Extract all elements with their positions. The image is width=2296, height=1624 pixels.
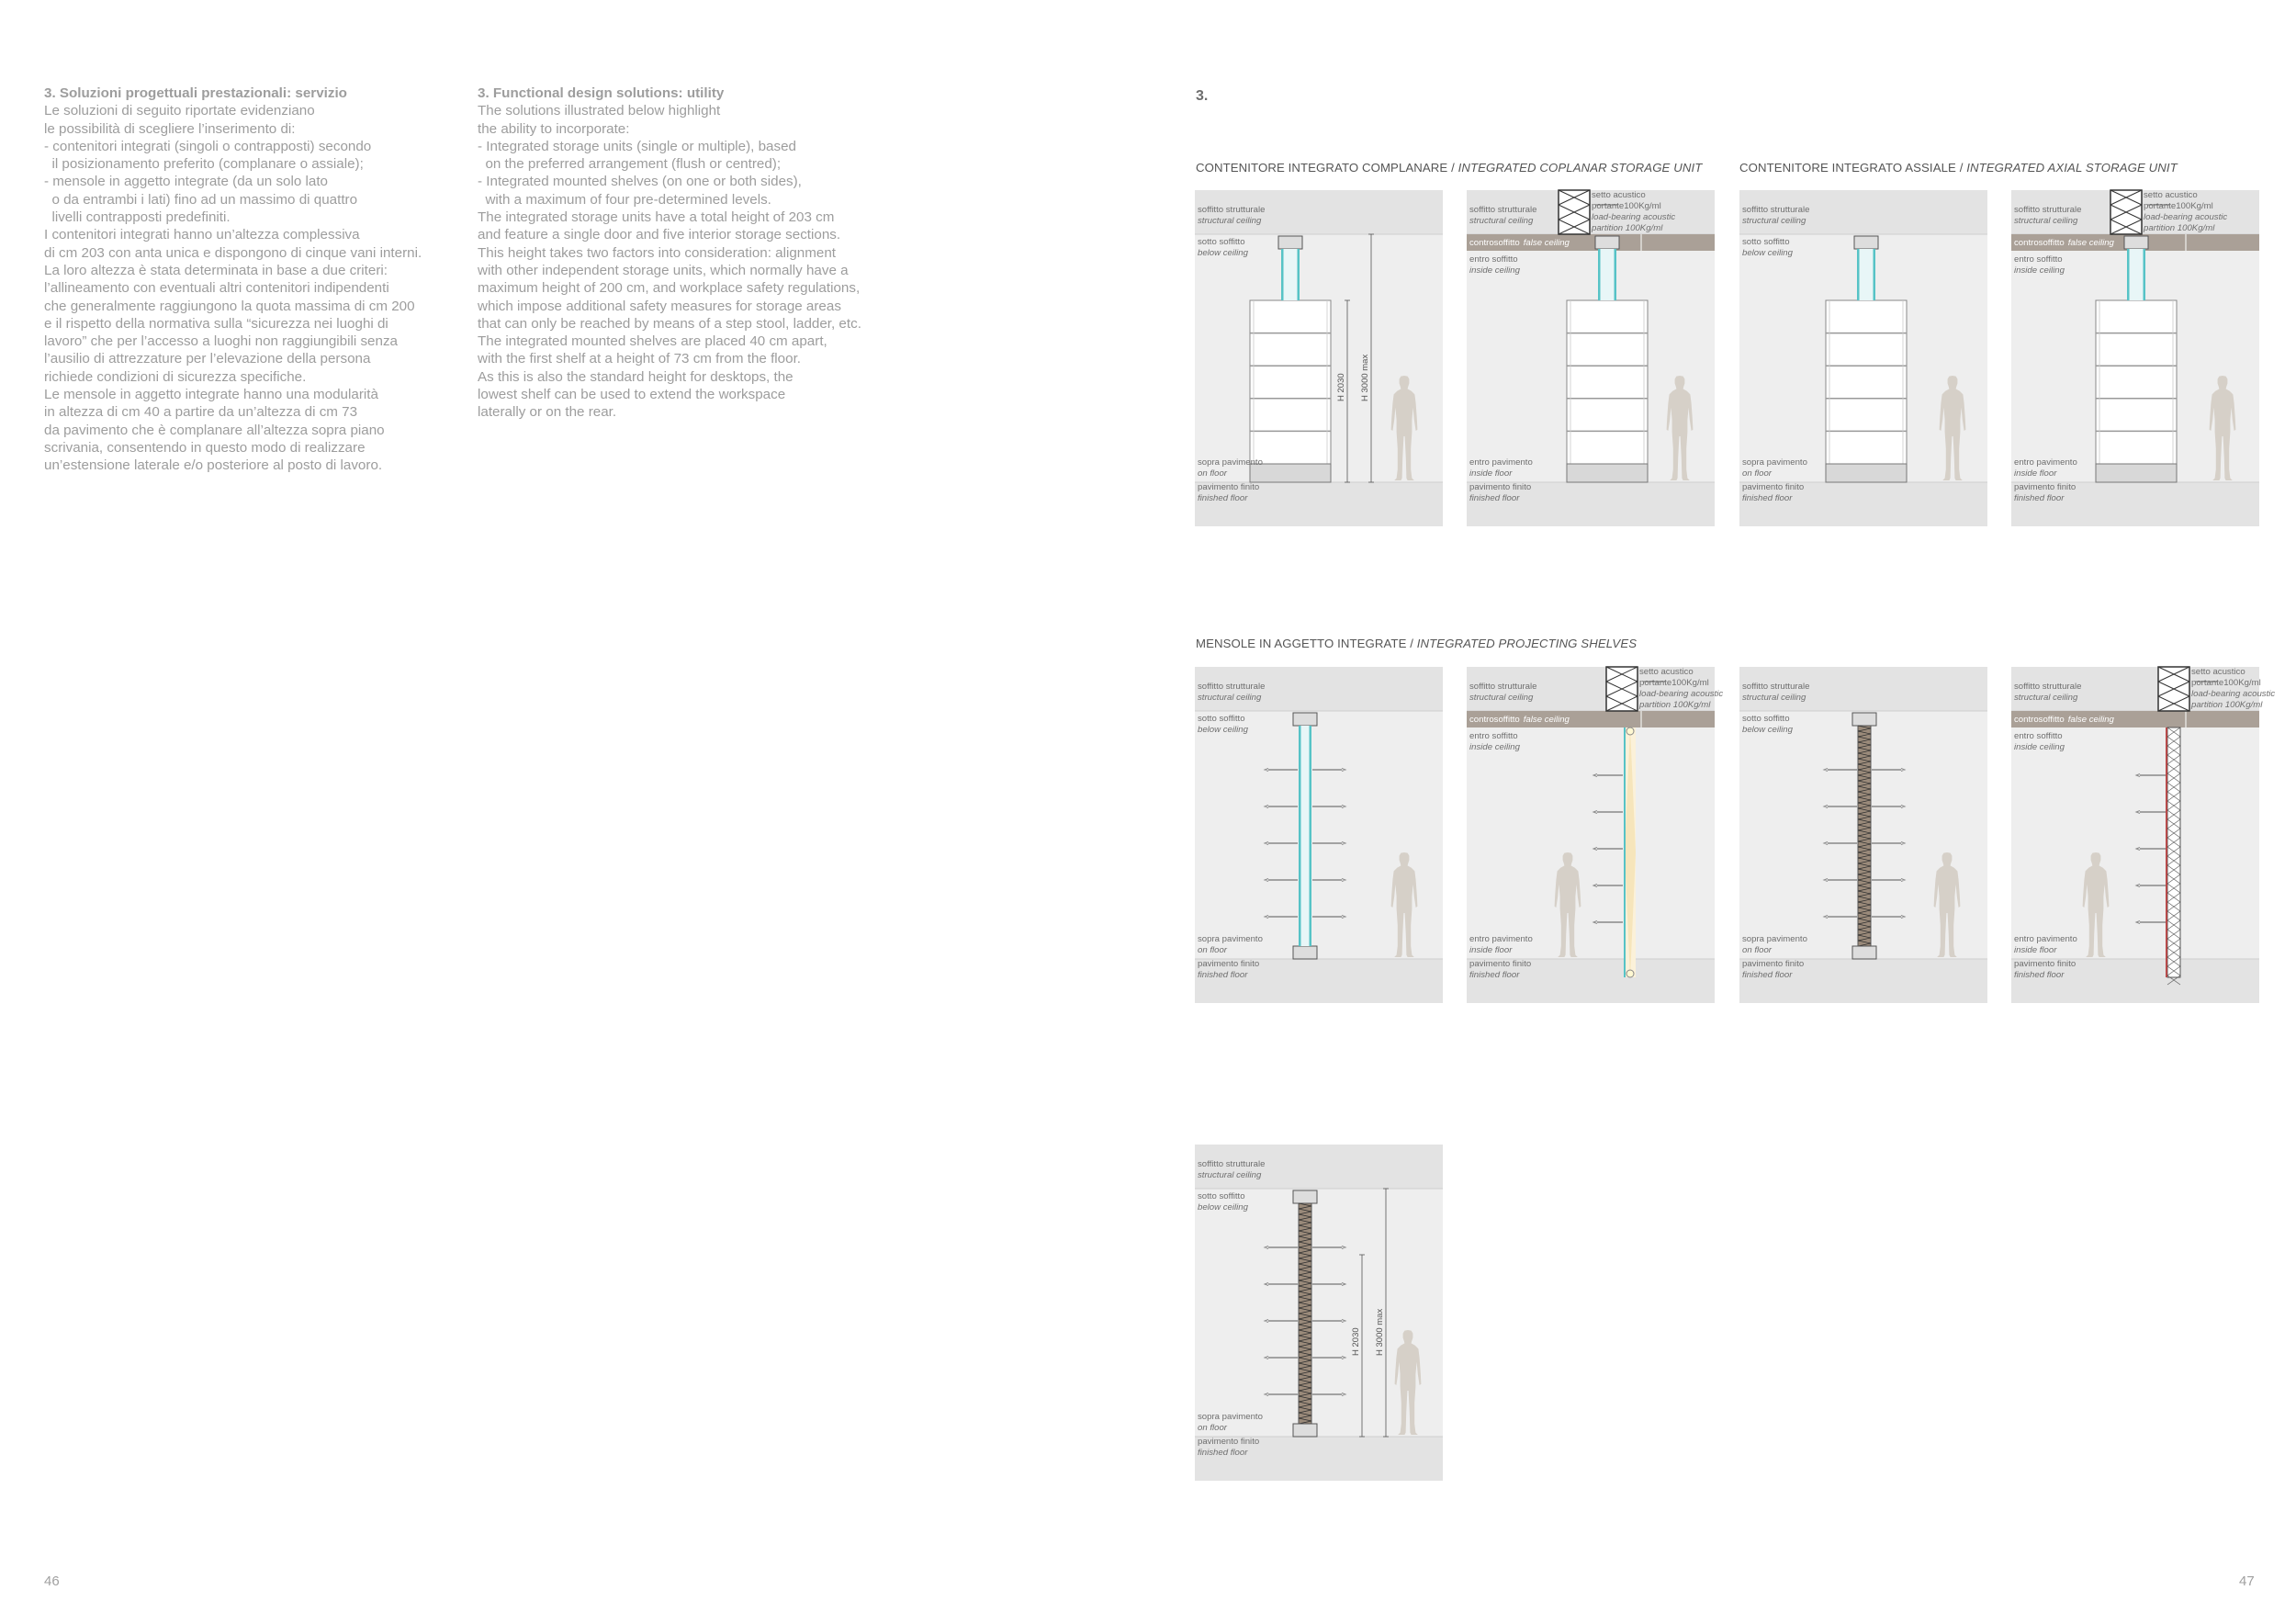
body-line: livelli contrapposti predefiniti. xyxy=(44,209,231,226)
body-line: scrivania, consentendo in questo modo di realizzare xyxy=(44,439,366,456)
label-on-floor xyxy=(1198,1412,1263,1434)
label-finished-floor xyxy=(2014,482,2076,504)
body-line: - contenitori integrati (singoli o contrapposti) secondo xyxy=(44,138,372,154)
label-structural-ceiling-it: soffitto strutturale xyxy=(1742,205,1810,215)
label-on-floor xyxy=(1198,934,1263,956)
label-below-ceiling-it: sotto soffitto xyxy=(1198,714,1245,724)
label-below-ceiling-it: sotto soffitto xyxy=(1198,237,1245,247)
italian-body xyxy=(44,102,476,474)
body-line: un’estensione laterale e/o posteriore al posto di lavoro. xyxy=(44,457,383,474)
label-finished-floor-it: pavimento finito xyxy=(1198,959,1260,969)
label-finished-floor-it: pavimento finito xyxy=(2014,482,2077,492)
label-acoustic-partition-it: portante100Kg/ml xyxy=(2144,201,2213,211)
label-inside-ceiling xyxy=(2014,254,2065,276)
label-inside-floor-it: entro pavimento xyxy=(2014,457,2077,468)
section-title-shelves: MENSOLE IN AGGETTO INTEGRATE / INTEGRATED PROJECTING SHELVES xyxy=(1196,637,1638,650)
dimension-max-height: H 3000 max xyxy=(1360,354,1370,401)
label-below-ceiling-en: below ceiling xyxy=(1198,1202,1248,1212)
label-on-floor-it: sopra pavimento xyxy=(1742,934,1807,944)
label-inside-ceiling-it: entro soffitto xyxy=(2014,731,2063,741)
label-acoustic-partition-it: setto acustico xyxy=(1592,190,1646,200)
acoustic-partition xyxy=(2158,667,2189,711)
body-line: that can only be reached by means of a step stool, ladder, etc. xyxy=(478,315,861,332)
label-structural-ceiling-it: soffitto strutturale xyxy=(1198,682,1266,692)
dimension-unit-height: H 2030 xyxy=(1351,1327,1361,1356)
label-finished-floor xyxy=(1198,1437,1259,1459)
label-acoustic-partition-it: portante100Kg/ml xyxy=(2191,678,2261,688)
label-structural-ceiling-it: soffitto strutturale xyxy=(1198,1159,1266,1169)
body-line: il posizionamento preferito (complanare o assiale); xyxy=(44,156,364,173)
label-inside-ceiling xyxy=(1469,254,1520,276)
body-line: La loro altezza è stata determinata in base a due criteri: xyxy=(44,262,388,278)
label-structural-ceiling xyxy=(1742,205,1809,227)
label-on-floor-it: sopra pavimento xyxy=(1198,457,1263,468)
glass-partition xyxy=(2127,249,2145,300)
body-line: l’ausilio di attrezzature per l’elevazione della persona xyxy=(44,351,371,367)
label-below-ceiling xyxy=(1198,714,1248,736)
body-line: lavoro” che per l’accesso a luoghi non raggiungibili senza xyxy=(44,333,398,350)
label-finished-floor-en: finished floor xyxy=(1469,493,1520,503)
label-below-ceiling-it: sotto soffitto xyxy=(1742,237,1790,247)
label-finished-floor-it: pavimento finito xyxy=(2014,959,2077,969)
label-acoustic-partition xyxy=(2144,190,2227,234)
label-false-ceiling-en: false ceiling xyxy=(1523,238,1570,248)
label-below-ceiling xyxy=(1198,237,1248,259)
body-line: richiede condizioni di sicurezza specifiche. xyxy=(44,368,307,385)
english-body xyxy=(478,102,909,421)
label-structural-ceiling xyxy=(2014,682,2081,704)
label-finished-floor xyxy=(1198,959,1259,981)
label-acoustic-partition-it: portante100Kg/ml xyxy=(1639,678,1709,688)
label-structural-ceiling xyxy=(1198,205,1265,227)
body-line: which impose additional safety measures for storage areas xyxy=(478,298,841,314)
body-line: - mensole in aggetto integrate (da un solo lato xyxy=(44,174,329,190)
label-acoustic-partition-en: partition 100Kg/ml xyxy=(1639,700,1711,710)
body-line: - Integrated mounted shelves (on one or both sides), xyxy=(478,174,802,190)
body-line: l’allineamento con eventuali altri contenitori indipendenti xyxy=(44,280,389,297)
label-inside-ceiling-it: entro soffitto xyxy=(1469,254,1518,265)
body-line: - Integrated storage units (single or multiple), based xyxy=(478,138,796,154)
label-false-ceiling-en: false ceiling xyxy=(1523,715,1570,725)
label-finished-floor xyxy=(2014,959,2076,981)
glass-partition xyxy=(1857,249,1875,300)
label-finished-floor-en: finished floor xyxy=(1469,970,1520,980)
glass-partition xyxy=(1598,249,1616,300)
label-structural-ceiling xyxy=(1469,205,1536,227)
label-acoustic-partition-en: partition 100Kg/ml xyxy=(2144,223,2215,233)
label-finished-floor xyxy=(1469,482,1531,504)
label-inside-ceiling-it: entro soffitto xyxy=(1469,731,1518,741)
label-structural-ceiling-it: soffitto strutturale xyxy=(2014,205,2082,215)
label-on-floor-en: on floor xyxy=(1742,468,1772,479)
label-finished-floor-en: finished floor xyxy=(1198,970,1248,980)
label-finished-floor xyxy=(1469,959,1531,981)
diagram-coplanar-below-ceiling xyxy=(1195,190,1443,526)
label-inside-ceiling-en: inside ceiling xyxy=(2014,265,2065,276)
label-on-floor xyxy=(1742,457,1807,479)
label-finished-floor-en: finished floor xyxy=(1742,970,1793,980)
diagram-shelves-dimensioned xyxy=(1195,1145,1443,1481)
body-line: This height takes two factors into consideration: alignment xyxy=(478,244,837,261)
dimension-unit-height: H 2030 xyxy=(1336,373,1346,401)
label-structural-ceiling-en: structural ceiling xyxy=(1198,216,1262,226)
body-line: The integrated mounted shelves are placed 40 cm apart, xyxy=(478,333,827,350)
label-acoustic-partition-en: partition 100Kg/ml xyxy=(1592,223,1663,233)
label-below-ceiling-it: sotto soffitto xyxy=(1198,1191,1245,1201)
label-acoustic-partition-it: portante100Kg/ml xyxy=(1592,201,1661,211)
diagram-axial-inside-ceiling xyxy=(2011,190,2259,526)
section-title-coplanar: CONTENITORE INTEGRATO COMPLANARE / INTEGRATED COPLANAR STORAGE UNIT xyxy=(1196,161,1703,175)
label-acoustic-partition-en: load-bearing acoustic xyxy=(1639,689,1724,699)
body-line: the ability to incorporate: xyxy=(478,120,630,137)
label-on-floor-en: on floor xyxy=(1742,945,1772,955)
section-title-axial: CONTENITORE INTEGRATO ASSIALE / INTEGRATED AXIAL STORAGE UNIT xyxy=(1739,161,2178,175)
label-finished-floor-it: pavimento finito xyxy=(1742,959,1805,969)
page-number-right: 47 xyxy=(2239,1573,2255,1589)
label-structural-ceiling-it: soffitto strutturale xyxy=(1198,205,1266,215)
label-structural-ceiling-it: soffitto strutturale xyxy=(1469,682,1537,692)
label-inside-ceiling-it: entro soffitto xyxy=(2014,254,2063,265)
label-inside-floor-it: entro pavimento xyxy=(2014,934,2077,944)
label-on-floor-en: on floor xyxy=(1198,468,1227,479)
label-on-floor-it: sopra pavimento xyxy=(1198,934,1263,944)
label-structural-ceiling-en: structural ceiling xyxy=(1198,1170,1262,1180)
label-inside-ceiling-en: inside ceiling xyxy=(1469,742,1520,752)
label-false-ceiling xyxy=(1469,715,1570,726)
label-inside-floor-it: entro pavimento xyxy=(1469,934,1533,944)
body-line: le possibilità di scegliere l’inserimento di: xyxy=(44,120,296,137)
body-line: o da entrambi i lati) fino ad un massimo di quattro xyxy=(44,191,358,208)
body-line: maximum height of 200 cm, and workplace safety regulations, xyxy=(478,280,861,297)
body-line: The solutions illustrated below highlight xyxy=(478,103,721,119)
label-structural-ceiling-en: structural ceiling xyxy=(2014,693,2078,703)
label-inside-ceiling-en: inside ceiling xyxy=(2014,742,2065,752)
label-finished-floor xyxy=(1742,482,1804,504)
label-structural-ceiling-en: structural ceiling xyxy=(1469,693,1534,703)
label-finished-floor xyxy=(1742,959,1804,981)
page-number-left: 46 xyxy=(44,1573,60,1589)
label-acoustic-partition xyxy=(1592,190,1675,234)
label-below-ceiling xyxy=(1742,714,1793,736)
diagram-axial-below-ceiling xyxy=(1739,190,1987,526)
label-on-floor-it: sopra pavimento xyxy=(1742,457,1807,468)
label-on-floor-en: on floor xyxy=(1198,1423,1227,1433)
label-finished-floor-it: pavimento finito xyxy=(1198,482,1260,492)
label-finished-floor-en: finished floor xyxy=(1198,1448,1248,1458)
label-acoustic-partition-en: load-bearing acoustic xyxy=(2144,212,2228,222)
body-line: che generalmente raggiungono la quota massima di cm 200 xyxy=(44,298,415,314)
label-below-ceiling-en: below ceiling xyxy=(1742,725,1793,735)
label-below-ceiling-it: sotto soffitto xyxy=(1742,714,1790,724)
label-finished-floor-it: pavimento finito xyxy=(1469,959,1532,969)
body-line: As this is also the standard height for desktops, the xyxy=(478,368,793,385)
diagram-shelves-solid-below-ceiling xyxy=(1739,667,1987,1003)
label-structural-ceiling xyxy=(1198,682,1265,704)
label-inside-floor xyxy=(2014,457,2077,479)
label-false-ceiling xyxy=(2014,238,2114,249)
label-acoustic-partition-en: load-bearing acoustic xyxy=(1592,212,1676,222)
label-structural-ceiling-it: soffitto strutturale xyxy=(1742,682,1810,692)
label-inside-floor xyxy=(1469,457,1533,479)
label-inside-ceiling xyxy=(2014,731,2065,753)
label-structural-ceiling xyxy=(1198,1159,1265,1181)
english-heading: 3. Functional design solutions: utility xyxy=(478,85,725,101)
body-line: in altezza di cm 40 a partire da un’altezza di cm 73 xyxy=(44,404,358,421)
body-line: on the preferred arrangement (flush or centred); xyxy=(478,156,782,173)
label-acoustic-partition-en: load-bearing acoustic xyxy=(2191,689,2276,699)
label-on-floor-it: sopra pavimento xyxy=(1198,1412,1263,1422)
glass-partition xyxy=(1281,249,1300,300)
body-line: with the first shelf at a height of 73 cm from the floor. xyxy=(478,351,802,367)
label-below-ceiling-en: below ceiling xyxy=(1198,725,1248,735)
body-line: and feature a single door and five interior storage sections. xyxy=(478,227,841,243)
label-inside-floor-en: inside floor xyxy=(2014,468,2057,479)
label-inside-floor xyxy=(2014,934,2077,956)
label-finished-floor-en: finished floor xyxy=(1198,493,1248,503)
body-line: The integrated storage units have a total height of 203 cm xyxy=(478,209,835,226)
label-inside-ceiling-en: inside ceiling xyxy=(1469,265,1520,276)
label-acoustic-partition-it: setto acustico xyxy=(1639,667,1694,677)
label-false-ceiling xyxy=(2014,715,2114,726)
label-structural-ceiling-it: soffitto strutturale xyxy=(2014,682,2082,692)
label-structural-ceiling xyxy=(1469,682,1536,704)
label-finished-floor-it: pavimento finito xyxy=(1469,482,1532,492)
label-structural-ceiling-en: structural ceiling xyxy=(1742,216,1806,226)
label-structural-ceiling xyxy=(1742,682,1809,704)
body-line: Le mensole in aggetto integrate hanno una modularità xyxy=(44,387,378,403)
label-structural-ceiling-en: structural ceiling xyxy=(1742,693,1806,703)
label-acoustic-partition xyxy=(1639,667,1723,711)
label-on-floor xyxy=(1198,457,1263,479)
body-line: e il rispetto della normativa sulla “sicurezza nei luoghi di xyxy=(44,315,388,332)
acoustic-partition xyxy=(1559,190,1590,234)
dimension-max-height: H 3000 max xyxy=(1375,1308,1385,1356)
label-acoustic-partition-it: setto acustico xyxy=(2191,667,2245,677)
label-false-ceiling-it: controsoffitto xyxy=(2014,715,2065,725)
glass-partition xyxy=(1299,726,1311,946)
label-inside-ceiling xyxy=(1469,731,1520,753)
body-line: lowest shelf can be used to extend the workspace xyxy=(478,387,786,403)
label-finished-floor-it: pavimento finito xyxy=(1742,482,1805,492)
label-inside-floor xyxy=(1469,934,1533,956)
label-below-ceiling-en: below ceiling xyxy=(1198,248,1248,258)
body-line: with other independent storage units, which normally have a xyxy=(478,262,849,278)
label-below-ceiling-en: below ceiling xyxy=(1742,248,1793,258)
english-text-column xyxy=(478,85,909,422)
label-acoustic-partition-en: partition 100Kg/ml xyxy=(2191,700,2263,710)
label-below-ceiling xyxy=(1742,237,1793,259)
diagram-shelves-solid-inside-ceiling xyxy=(2011,667,2276,1003)
label-false-ceiling xyxy=(1469,238,1570,249)
body-line: Le soluzioni di seguito riportate evidenziano xyxy=(44,103,315,119)
body-line: di cm 203 con anta unica e dispongono di cinque vani interni. xyxy=(44,244,422,261)
body-line: I contenitori integrati hanno un’altezza complessiva xyxy=(44,227,360,243)
label-finished-floor xyxy=(1198,482,1259,504)
label-below-ceiling xyxy=(1198,1191,1248,1213)
label-structural-ceiling-en: structural ceiling xyxy=(1198,693,1262,703)
label-on-floor xyxy=(1742,934,1807,956)
label-structural-ceiling-en: structural ceiling xyxy=(2014,216,2078,226)
label-inside-floor-en: inside floor xyxy=(1469,945,1513,955)
label-structural-ceiling-en: structural ceiling xyxy=(1469,216,1534,226)
diagram-coplanar-inside-ceiling xyxy=(1467,190,1715,526)
label-false-ceiling-en: false ceiling xyxy=(2067,238,2114,248)
label-structural-ceiling-it: soffitto strutturale xyxy=(1469,205,1537,215)
label-false-ceiling-it: controsoffitto xyxy=(1469,715,1520,725)
label-inside-floor-en: inside floor xyxy=(1469,468,1513,479)
label-finished-floor-en: finished floor xyxy=(1742,493,1793,503)
body-line: with a maximum of four pre-determined levels. xyxy=(478,191,771,208)
label-acoustic-partition xyxy=(2191,667,2275,711)
label-false-ceiling-it: controsoffitto xyxy=(1469,238,1520,248)
section-number: 3. xyxy=(1196,88,1209,104)
label-inside-floor-en: inside floor xyxy=(2014,945,2057,955)
italian-heading: 3. Soluzioni progettuali prestazionali: servizio xyxy=(44,85,347,101)
label-finished-floor-en: finished floor xyxy=(2014,493,2065,503)
label-finished-floor-en: finished floor xyxy=(2014,970,2065,980)
label-inside-floor-it: entro pavimento xyxy=(1469,457,1533,468)
label-finished-floor-it: pavimento finito xyxy=(1198,1437,1260,1447)
body-line: laterally or on the rear. xyxy=(478,404,617,421)
label-on-floor-en: on floor xyxy=(1198,945,1227,955)
label-structural-ceiling xyxy=(2014,205,2081,227)
diagram-shelves-glass-inside-ceiling xyxy=(1467,667,1724,1003)
acoustic-partition xyxy=(1606,667,1638,711)
diagram-shelves-glass-below-ceiling xyxy=(1195,667,1443,1003)
label-false-ceiling-en: false ceiling xyxy=(2067,715,2114,725)
label-false-ceiling-it: controsoffitto xyxy=(2014,238,2065,248)
label-acoustic-partition-it: setto acustico xyxy=(2144,190,2198,200)
italian-text-column xyxy=(44,85,476,475)
acoustic-partition xyxy=(2110,190,2142,234)
body-line: da pavimento che è complanare all’altezza sopra piano xyxy=(44,422,385,438)
